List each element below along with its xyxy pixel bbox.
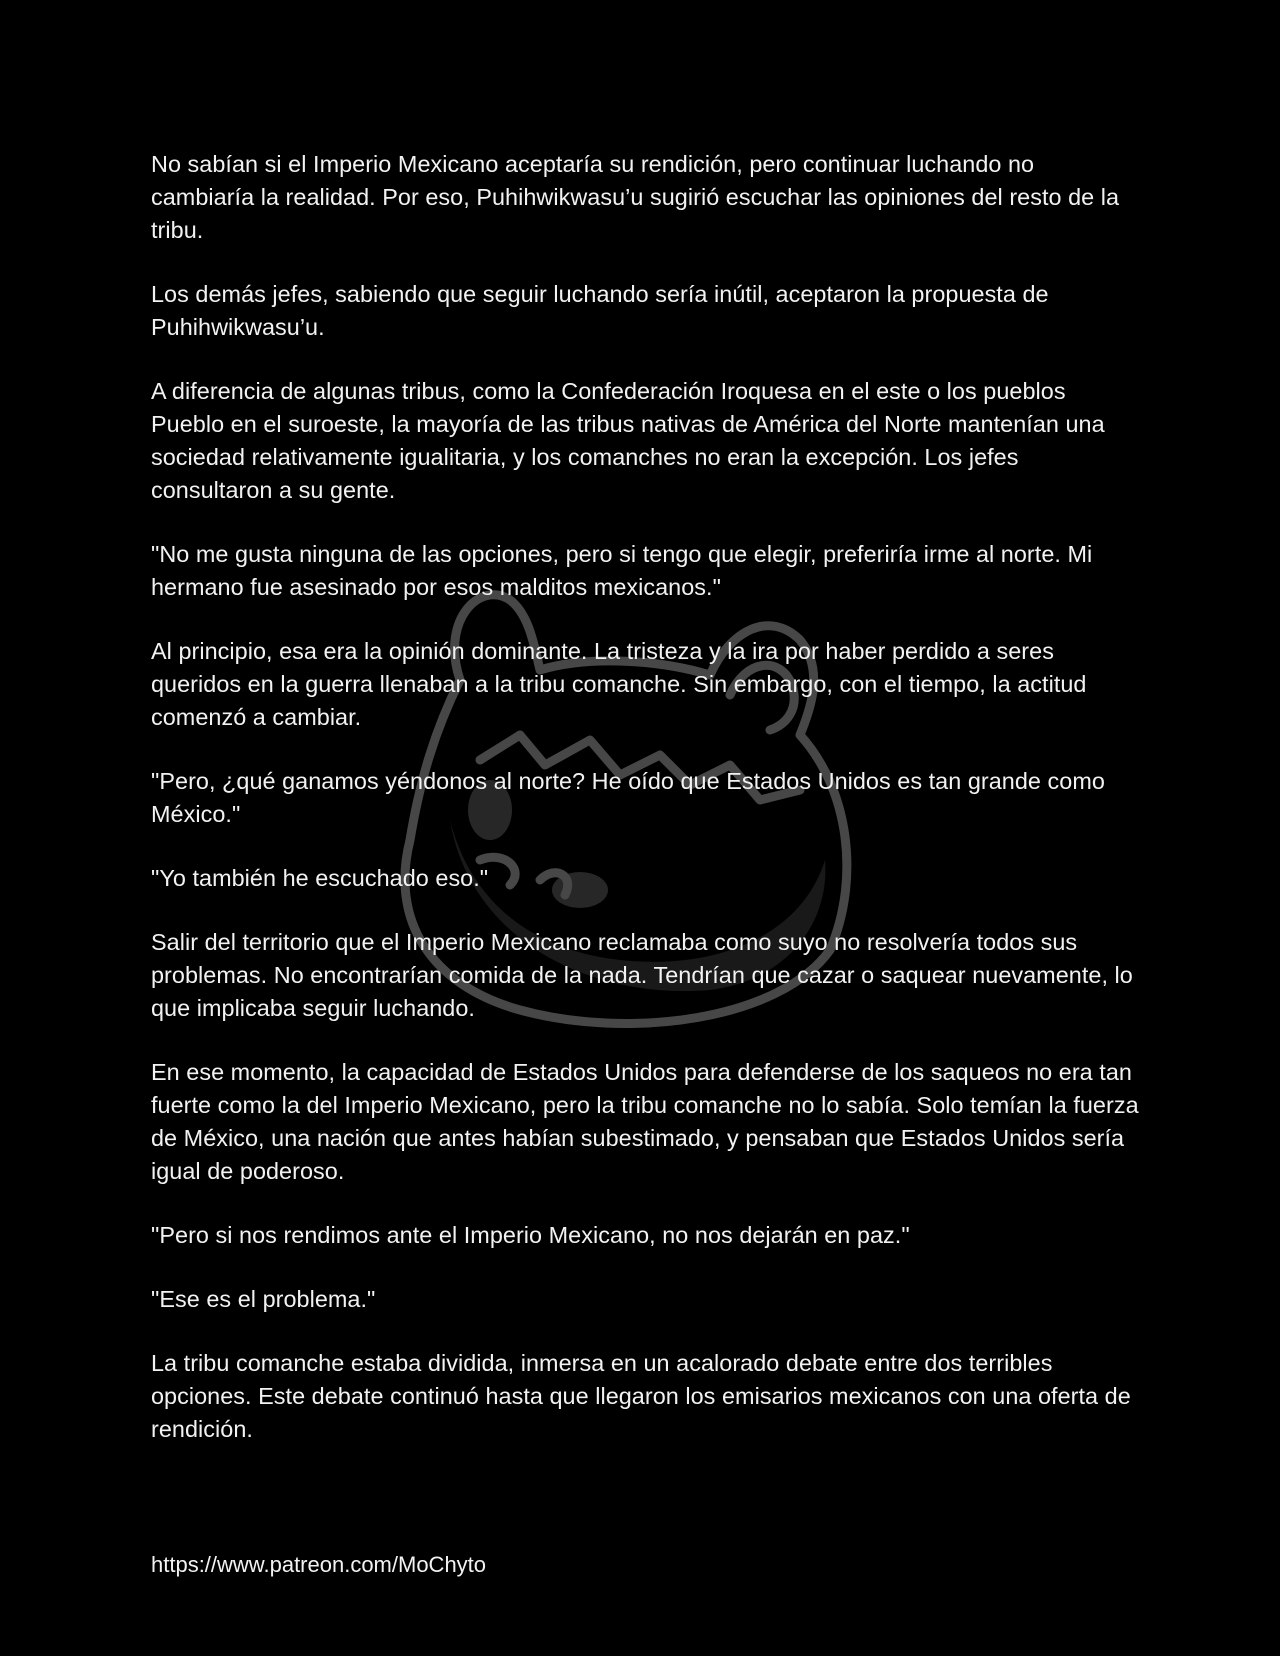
paragraph: Los demás jefes, sabiendo que seguir luchando sería inútil, aceptaron la propuesta de Puhihwikwasu’u. — [151, 281, 1049, 340]
paragraph: En ese momento, la capacidad de Estados Unidos para defenderse de los saqueos no era tan fuerte como la del Imperio Mexicano, pero la tribu comanche no lo sabía. Solo temían la fuerza de México, una nación que antes habían subestimado, y pensaban que Estados Unidos sería igual de poderoso. — [151, 1059, 1139, 1184]
paragraph: A diferencia de algunas tribus, como la Confederación Iroquesa en el este o los pueblos Pueblo en el suroeste, la mayoría de las tribus nativas de América del Norte mantenían una sociedad relativamente igualitaria, y los comanches no eran la excepción. Los jefes consultaron a su gente. — [151, 378, 1105, 503]
paragraph: "Yo también he escuchado eso." — [151, 865, 489, 891]
paragraph: "Pero si nos rendimos ante el Imperio Mexicano, no nos dejarán en paz." — [151, 1222, 910, 1248]
paragraph: Al principio, esa era la opinión dominante. La tristeza y la ira por haber perdido a seres queridos en la guerra llenaban a la tribu comanche. Sin embargo, con el tiempo, la actitud comenzó a cambiar. — [151, 638, 1087, 730]
paragraph: "Ese es el problema." — [151, 1286, 376, 1312]
paragraph: La tribu comanche estaba dividida, inmersa en un acalorado debate entre dos terribles opciones. Este debate continuó hasta que llegaron los emisarios mexicanos con una oferta de rendición. — [151, 1350, 1131, 1442]
paragraph: No sabían si el Imperio Mexicano aceptaría su rendición, pero continuar luchando no cambiaría la realidad. Por eso, Puhihwikwasu’u sugirió escuchar las opiniones del resto de la tribu. — [151, 151, 1120, 243]
paragraph: Salir del territorio que el Imperio Mexicano reclamaba como suyo no resolvería todos sus problemas. No encontrarían comida de la nada. Tendrían que cazar o saquear nuevamente, lo que implicaba seguir luchando. — [151, 929, 1133, 1021]
story-text — [151, 148, 1141, 1477]
paragraph: "No me gusta ninguna de las opciones, pero si tengo que elegir, preferiría irme al norte. Mi hermano fue asesinado por esos malditos mexicanos." — [151, 541, 1093, 600]
patreon-link[interactable]: https://www.patreon.com/MoChyto — [151, 1552, 487, 1577]
paragraph: "Pero, ¿qué ganamos yéndonos al norte? He oído que Estados Unidos es tan grande como México." — [151, 768, 1105, 827]
